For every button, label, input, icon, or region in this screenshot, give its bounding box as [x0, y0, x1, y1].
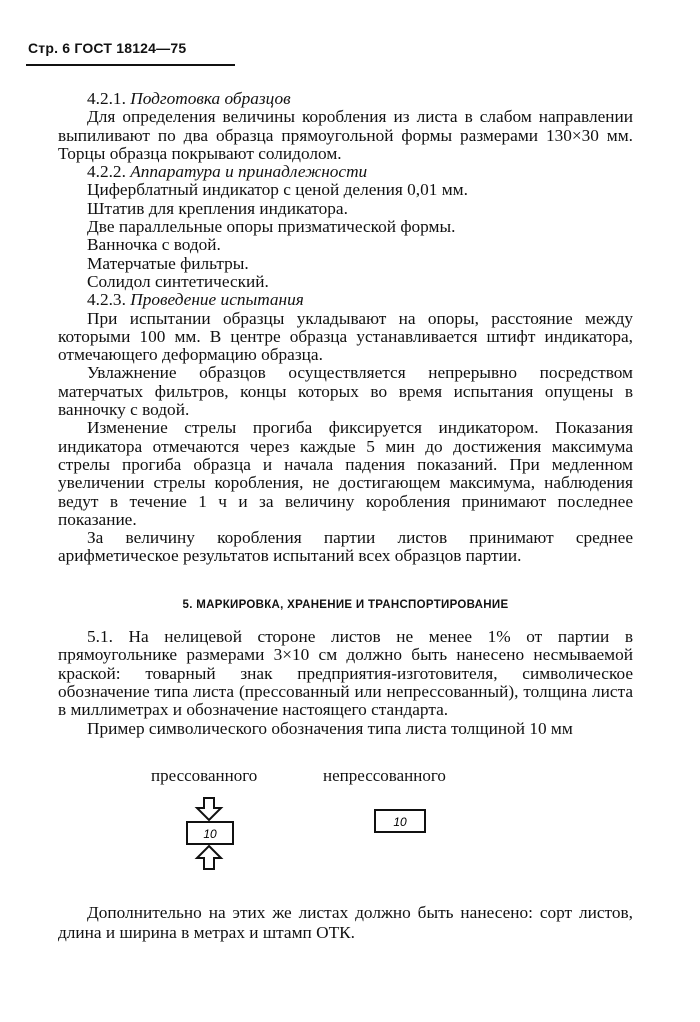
page-header: Стр. 6 ГОСТ 18124—75 [28, 40, 187, 56]
pressed-symbol [184, 796, 238, 876]
section-number: 4.2.2. [87, 162, 126, 182]
unpressed-symbol [373, 806, 429, 836]
list-item: Ванночка с водой. [87, 235, 221, 255]
paragraph: Дополнительно на этих же листах должно быть нанесено: сорт листов, длина и ширина в метрах и штамп ОТК. [58, 903, 633, 942]
paragraph: При испытании образцы укладывают на опоры, расстояние между которыми 100 мм. В центре образца устанавливается штифт индикатора, отмечающего деформацию образца. [58, 308, 633, 365]
section-4-2-1 [58, 90, 633, 108]
arrow-down-icon [197, 798, 221, 820]
section-5-heading: 5. МАРКИРОВКА, ХРАНЕНИЕ И ТРАНСПОРТИРОВАНИЕ [182, 598, 509, 611]
arrow-up-icon [197, 846, 221, 869]
footer-paragraph [58, 903, 633, 943]
header-rule [26, 64, 235, 66]
label-pressed: прессованного [151, 766, 258, 785]
document-body [58, 90, 633, 738]
example-caption: Пример символического обозначения типа листа толщиной 10 мм [87, 718, 573, 738]
section-title: Подготовка образцов [130, 89, 291, 108]
paragraph: За величину коробления партии листов принимают среднее арифметическое результатов испытаний всех образцов партии. [58, 528, 633, 566]
mark-value: 10 [203, 827, 217, 841]
mark-value: 10 [393, 815, 407, 829]
label-unpressed: непрессованного [323, 766, 446, 785]
section-title: Аппаратура и принадлежности [130, 162, 368, 182]
section-4-2-2 [58, 163, 633, 181]
paragraph: Изменение стрелы прогиба фиксируется индикатором. Показания индикатора отмечаются через каждые 5 мин до достижения максимума стрелы прогиба образца и начала падения показаний. При медленном увеличении стрелы коробления, не достигающем максимума, наблюдения ведут в течение 1 ч и за величину коробления принимают последнее показание. [58, 418, 633, 529]
list-item: Две параллельные опоры призматической формы. [87, 217, 456, 237]
section-number: 4.2.1. [87, 89, 126, 108]
paragraph: Для определения величины коробления из листа в слабом направлении выпиливают по два образца прямоугольной формы размерами 130×30 мм. Торцы образца покрывают солидолом. [58, 107, 633, 163]
section-number: 4.2.3. [87, 290, 126, 310]
section-4-2-3 [58, 291, 633, 309]
list-item: Циферблатный индикатор с ценой деления 0,01 мм. [87, 180, 468, 200]
paragraph-5-1: 5.1. На нелицевой стороне листов не менее 1% от партии в прямоугольнике размерами 3×10 см должно быть нанесено несмываемой краской: товарный знак предприятия-изготовителя, символическое обозначение типа листа (прессованный или непрессованный), толщина листа в миллиметрах и обозначение настоящего стандарта. [58, 627, 633, 720]
list-item: Штатив для крепления индикатора. [87, 198, 348, 218]
list-item: Солидол синтетический. [87, 271, 269, 291]
list-item: Матерчатые фильтры. [87, 253, 249, 273]
section-title: Проведение испытания [130, 290, 304, 310]
paragraph: Увлажнение образцов осуществляется непрерывно посредством матерчатых фильтров, концы которых во время испытания опущены в ванночку с водой. [58, 363, 633, 420]
